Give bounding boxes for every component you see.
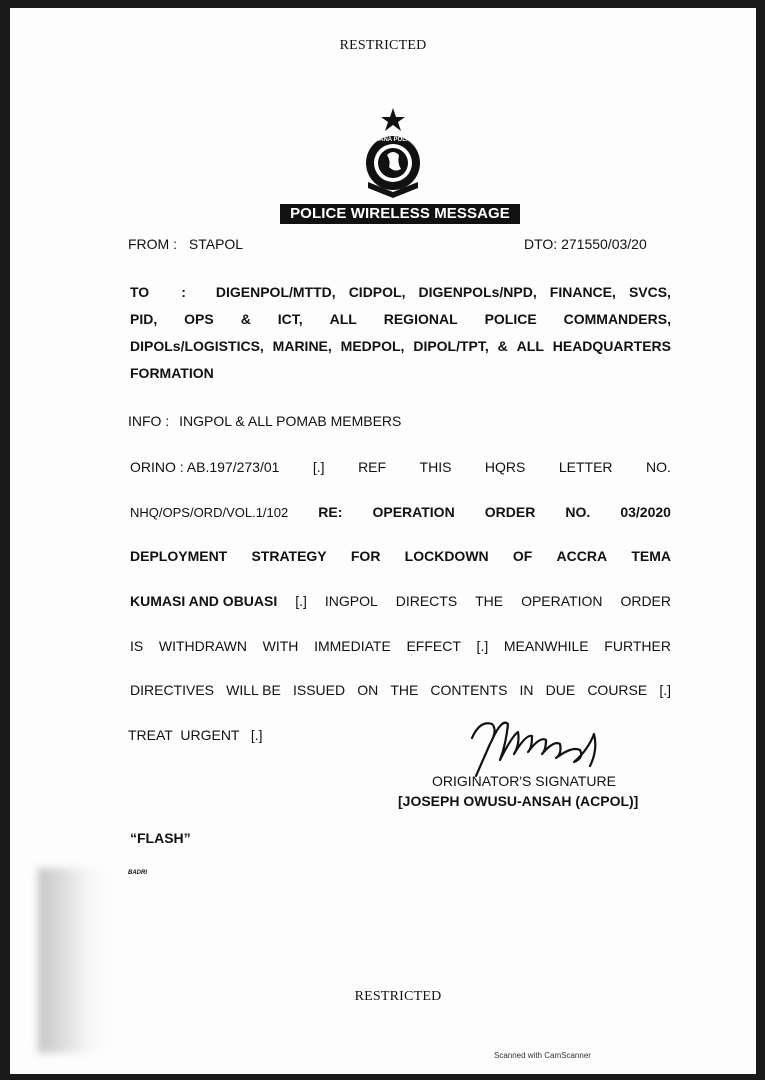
body-word: CONTENTS (430, 682, 508, 698)
body-word: OPERATION (521, 593, 603, 609)
body-word: WITHDRAWN (158, 638, 248, 654)
body-word: WITH (262, 638, 299, 654)
dto-value: 271550/03/20 (561, 236, 647, 252)
flash-priority: “FLASH” (130, 830, 191, 846)
to-recipient: POLICE (484, 311, 537, 327)
body-line-4 (130, 593, 671, 609)
to-recipient: MEDPOL, (340, 338, 405, 354)
signatory-name: [JOSEPH OWUSU-ANSAH (ACPOL)] (398, 793, 639, 809)
signature-label: ORIGINATOR'S SIGNATURE (432, 773, 616, 789)
to-recipient: ICT, (277, 311, 303, 327)
dto-line (524, 236, 647, 252)
to-recipient: OPS (184, 311, 214, 327)
body-word: TEMA (631, 548, 671, 564)
body-word: THE (475, 593, 504, 609)
document-page (10, 8, 756, 1074)
signature-scribble (462, 710, 612, 780)
initials: BADRI (128, 870, 147, 876)
body-line-1 (130, 459, 671, 475)
body-word: IN (519, 682, 534, 698)
body-word: DUE (545, 682, 576, 698)
body-word: [.] (659, 682, 671, 698)
body-word: FURTHER (604, 638, 671, 654)
restricted-footer: RESTRICTED (354, 989, 442, 1004)
body-word: ORDER (484, 504, 536, 520)
body-word: IMMEDIATE (314, 638, 391, 654)
from-label: FROM : (128, 236, 177, 252)
info-value: INGPOL & ALL POMAB MEMBERS (179, 413, 402, 429)
to-recipient: & (497, 338, 508, 354)
to-recipient: DIGENPOL/MTTD, (215, 284, 336, 300)
camscanner-watermark: Scanned with CamScanner (494, 1051, 591, 1060)
body-line-5 (130, 638, 671, 654)
body-word: [.] (476, 638, 489, 654)
body-word: FOR (350, 548, 381, 564)
from-value: STAPOL (188, 236, 244, 252)
body-word: ORINO : AB.197/273/01 (130, 459, 280, 475)
info-line (128, 413, 401, 429)
to-line-1 (130, 284, 671, 311)
body-word: THIS (419, 459, 452, 475)
to-recipient: ALL (329, 311, 357, 327)
body-line-6 (130, 682, 671, 698)
body-word: KUMASI AND OBUASI (130, 593, 278, 609)
restricted-header: RESTRICTED (339, 38, 427, 53)
body-word: ORDER (620, 593, 671, 609)
body-word: EFFECT (406, 638, 461, 654)
to-recipient: DIGENPOLs/NPD, (418, 284, 537, 300)
to-recipient: DIPOL/TPT, (413, 338, 489, 354)
body-word: DIRECTS (395, 593, 458, 609)
to-recipient: REGIONAL (383, 311, 458, 327)
body-line-7: TREAT URGENT [.] (128, 727, 263, 743)
body-word: THE (390, 682, 419, 698)
body-line-3 (130, 548, 671, 564)
body-word: IS (130, 638, 144, 654)
body-word: ON (357, 682, 379, 698)
to-recipient: DIPOLs/LOGISTICS, (130, 338, 264, 354)
to-recipient: HEADQUARTERS (552, 338, 671, 354)
body-word: NO. (646, 459, 671, 475)
to-line-4 (130, 365, 671, 392)
to-recipient: ALL (516, 338, 544, 354)
to-separator: : (181, 284, 186, 300)
to-recipient: FORMATION (130, 365, 214, 381)
body-word: OPERATION (372, 504, 455, 520)
to-line-3 (130, 338, 671, 365)
body-word: [.] (295, 593, 307, 609)
body-word: ISSUED (292, 682, 346, 698)
body-word: DIRECTIVES (130, 682, 215, 698)
svg-text:GHANA POLICE: GHANA POLICE (370, 137, 416, 143)
body-word: REF (358, 459, 387, 475)
body-word: COURSE (587, 682, 648, 698)
message-title: POLICE WIRELESS MESSAGE (280, 204, 520, 224)
body-word: WILL BE (226, 682, 281, 698)
body-word: DEPLOYMENT (130, 548, 228, 564)
body-word: NO. (565, 504, 591, 520)
body-word: 03/2020 (620, 504, 671, 520)
body-word: [.] (312, 459, 325, 475)
to-recipient: COMMANDERS, (563, 311, 671, 327)
to-line-2 (130, 311, 671, 338)
to-block (130, 284, 671, 392)
body-word: NHQ/OPS/ORD/VOL.1/102 (130, 505, 289, 520)
body-word: LOCKDOWN (404, 548, 489, 564)
body-line-2 (130, 504, 671, 520)
body-word: MEANWHILE (503, 638, 589, 654)
from-line (128, 236, 243, 252)
info-label: INFO : (128, 413, 170, 429)
to-recipient: CIDPOL, (348, 284, 406, 300)
body-word: INGPOL (324, 593, 378, 609)
to-recipient: SVCS, (628, 284, 671, 300)
body-word: HQRS (484, 459, 526, 475)
dto-label: DTO: (524, 236, 558, 252)
body-word: OF (512, 548, 533, 564)
to-label: TO (130, 284, 150, 300)
scan-shadow (38, 868, 108, 1053)
to-recipient: MARINE, (272, 338, 332, 354)
body-word: RE: (318, 504, 343, 520)
body-word: STRATEGY (251, 548, 327, 564)
body-word: LETTER (558, 459, 613, 475)
to-recipient: FINANCE, (549, 284, 616, 300)
to-recipient: PID, (130, 311, 158, 327)
to-recipient: & (240, 311, 251, 327)
body-word: ACCRA (556, 548, 608, 564)
ghana-police-crest-icon (362, 108, 424, 200)
